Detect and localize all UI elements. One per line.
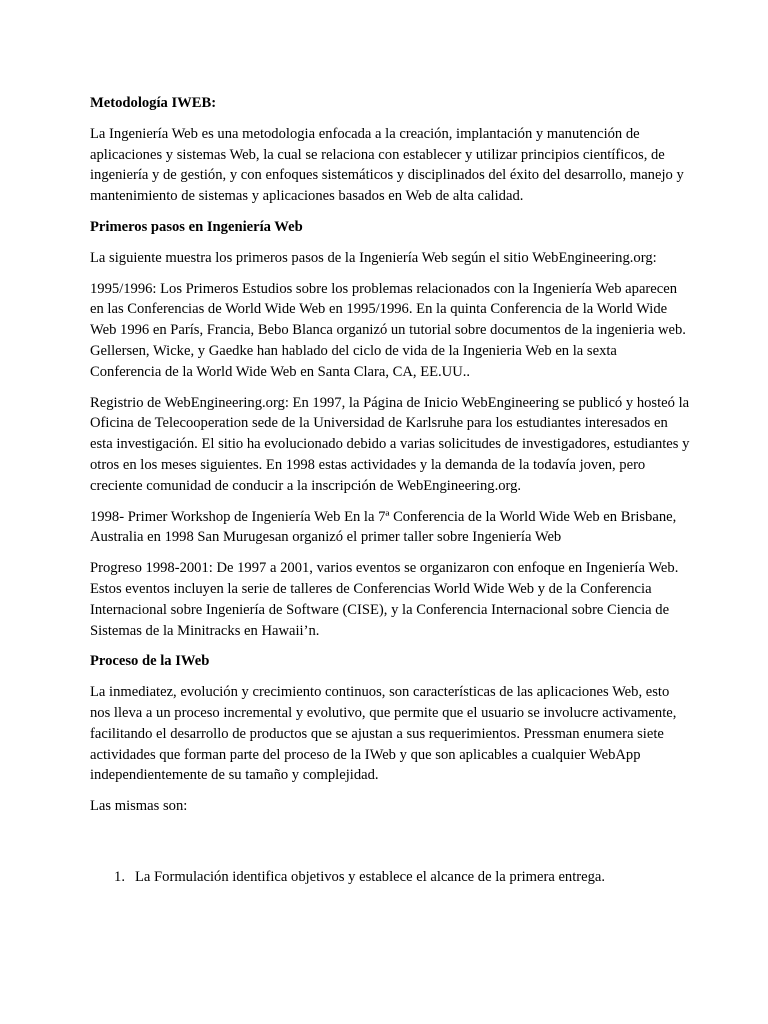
paragraph-1995: 1995/1996: Los Primeros Estudios sobre los problemas relacionados con la Ingeniería Web aparecen en las Conferencias de World Wide Web en 1995/1996. En la quinta Conferencia de la World Wide Web 1996 en París, Francia, Bebo Blanca organizó un tutorial sobre documentos de la ingenieria web. Gellersen, Wicke, y Gaedke han hablado del ciclo de vida de la Ingenieria Web en la sexta Conferencia de la World Wide Web en Santa Clara, CA, EE.UU..: [90, 280, 686, 380]
heading-metodologia: Metodología IWEB:: [90, 95, 217, 111]
paragraph-progreso: Progreso 1998-2001: De 1997 a 2001, varios eventos se organizaron con enfoque en Ingeniería Web. Estos eventos incluyen la serie de talleres de Conferencias World Wide Web y de la Conferencia Internacional sobre Ingeniería de Software (CISE), y la Conferencia Internacional sobre Ciencia de Sistemas de la Minitracks en Hawaii’n.: [90, 560, 679, 639]
paragraph-registro: Registrio de WebEngineering.org: En 1997, la Página de Inicio WebEngineering se publicó y hosteó la Oficina de Telecooperation sede de la Universidad de Karlsruhe para los estudiantes interesados en esta investigación. El sitio ha evolucionado debido a varias solicitudes de investigadores, estudiantes y otros en los meses siguientes. En 1998 estas actividades y la demanda de la todavía joven, pero creciente comunidad de conducir a la inscripción de WebEngineering.org.: [90, 394, 690, 494]
document-page: [90, 93, 690, 888]
numbered-list: [90, 867, 690, 888]
list-item: [90, 867, 690, 888]
spacer: [90, 827, 690, 867]
heading-primeros-pasos: Primeros pasos en Ingeniería Web: [90, 218, 303, 235]
paragraph-siguiente: La siguiente muestra los primeros pasos de la Ingeniería Web según el sitio WebEngineering.org:: [90, 249, 657, 266]
paragraph-mismas: Las mismas son:: [90, 798, 188, 815]
paragraph-inmediatez: La inmediatez, evolución y crecimiento continuos, son características de las aplicaciones Web, esto nos lleva a un proceso incremental y evolutivo, que permite que el usuario se involucre activamente, facilitando el desarrollo de productos que se ajustan a sus requerimientos. Pressman enumera siete actividades que forman parte del proceso de la IWeb y que son aplicables a cualquier WebApp independientemente de su tamaño y complejidad.: [90, 684, 677, 784]
list-item-text: La Formulación identifica objetivos y establece el alcance de la primera entrega.: [135, 868, 606, 885]
list-item-number: 1.: [114, 868, 125, 885]
paragraph-1998: 1998- Primer Workshop de Ingeniería Web En la 7ª Conferencia de la World Wide Web en Brisbane, Australia en 1998 San Murugesan organizó el primer taller sobre Ingeniería Web: [90, 508, 677, 546]
heading-proceso: Proceso de la IWeb: [90, 653, 210, 670]
paragraph-intro: La Ingeniería Web es una metodologia enfocada a la creación, implantación y manutención de aplicaciones y sistemas Web, la cual se relaciona con establecer y utilizar principios científicos, de ingeniería y de gestión, y con enfoques sistemáticos y disciplinados del éxito del desarrollo, manejo y mantenimiento de sistemas y aplicaciones basados en Web de alta calidad.: [90, 125, 684, 205]
